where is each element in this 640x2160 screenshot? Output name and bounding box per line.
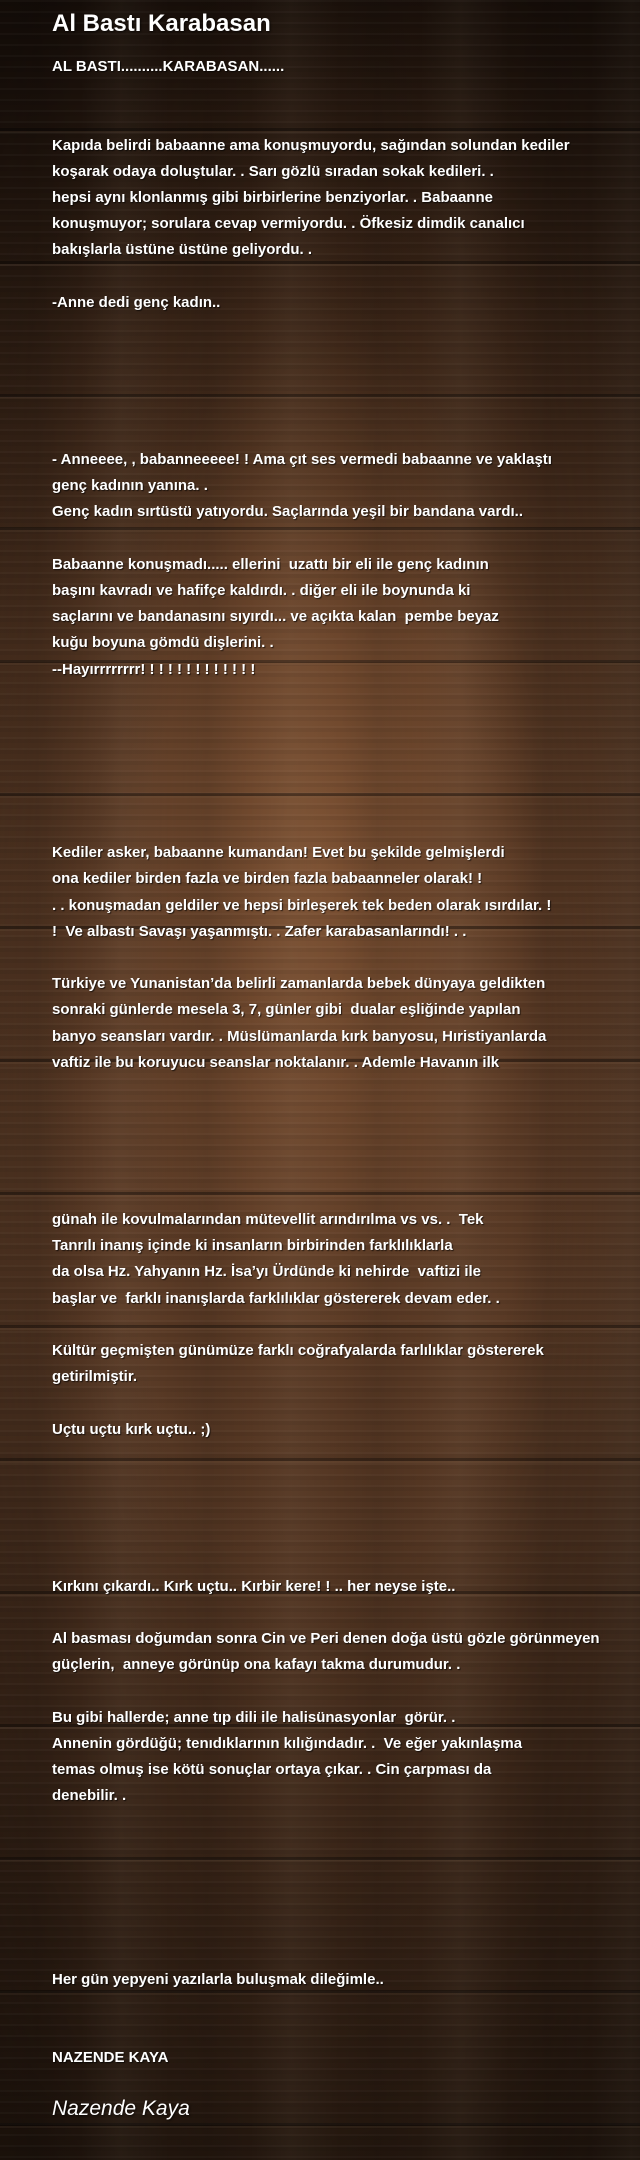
poem-body: AL BASTI..........KARABASAN...... Kapıda belirdi babaanne ama konuşmuyordu, sağından solundan kediler koşarak odaya doluştular. . Sarı gözlü sıradan sokak kedileri. . hepsi aynı klonlanmış gibi birbirlerine benziyorlar. . Babaanne konuşmuyor; sorulara cevap vermiyordu. . Öfkesiz dimdik canalıcı bakışlarla üstüne üstüne geliyordu. . -Anne dedi genç kadın.. - Anneeee, , babanneeeee! ! Ama çıt ses vermedi babaanne ve yaklaştı genç kadının yanına. . Genç kadın sırtüstü yatıyordu. Saçlarında yeşil bir bandana vardı.. Babaanne konuşmadı..... ellerini uzattı bir eli ile genç kadının başını kavradı ve hafifçe kaldırdı. . diğer eli ile boynunda ki saçlarını ve bandanasını sıyırdı... ve açıkta kalan pembe beyaz kuğu boyuna gömdü dişlerini. . --Hayırrrrrrrr! ! ! ! ! ! ! ! ! ! ! ! ! Kediler asker, babaanne kumandan! Evet bu şekilde gelmişlerdi ona kediler birden fazla ve birden fazla babaanneler olarak! ! . . konuşmadan geldiler ve hepsi birleşerek tek beden olarak ısırdılar. ! ! Ve albastı Savaşı yaşanmıştı. . Zafer karabasanlarındı! . . Türkiye ve Yunanistan’da belirli zamanlarda bebek dünyaya geldikten sonraki günlerde mesela 3, 7, günler gibi dualar eşliğinde yapılan banyo seansları vardır. . Müslümanlarda kırk banyosu, Hıristiyanlarda vaftiz ile bu koruyucu seanslar noktalanır. . Ademle Havanın ilk günah ile kovulmalarından mütevellit arındırılma vs vs. . Tek Tanrılı inanış içinde ki insanların birbirinden farklılıklarla da olsa Hz. Yahyanın Hz. İsa’yı Ürdünde ki nehirde vaftizi ile başlar ve farklı inanışlarda farklılıklar göstererek devam eder. . Kültür geçmişten günümüze farklı coğrafyalarda farlılıklar göstererek getirilmiştir. Uçtu uçtu kırk uçtu.. ;) Kırkını çıkardı.. Kırk uçtu.. Kırbir kere! ! .. her neyse işte.. Al basması doğumdan sonra Cin ve Peri denen doğa üstü gözle görünmeyen güçlerin, anneye görünüp ona kafayı takma durumudur. . Bu gibi hallerde; anne tıp dili ile halisünasyonlar görür. . Annenin gördüğü; tenıdıklarının kılığındadır. . Ve eğer yakınlaşma temas olmuş ise kötü sonuçlar ortaya çıkar. . Cin çarpması da denebilir. . Her gün yepyeni yazılarla buluşmak dileğimle.. NAZENDE KAYA [52, 58, 600, 2067]
page-title: Al Bastı Karabasan [52, 10, 271, 37]
author-signature: Nazende Kaya [52, 2097, 190, 2120]
